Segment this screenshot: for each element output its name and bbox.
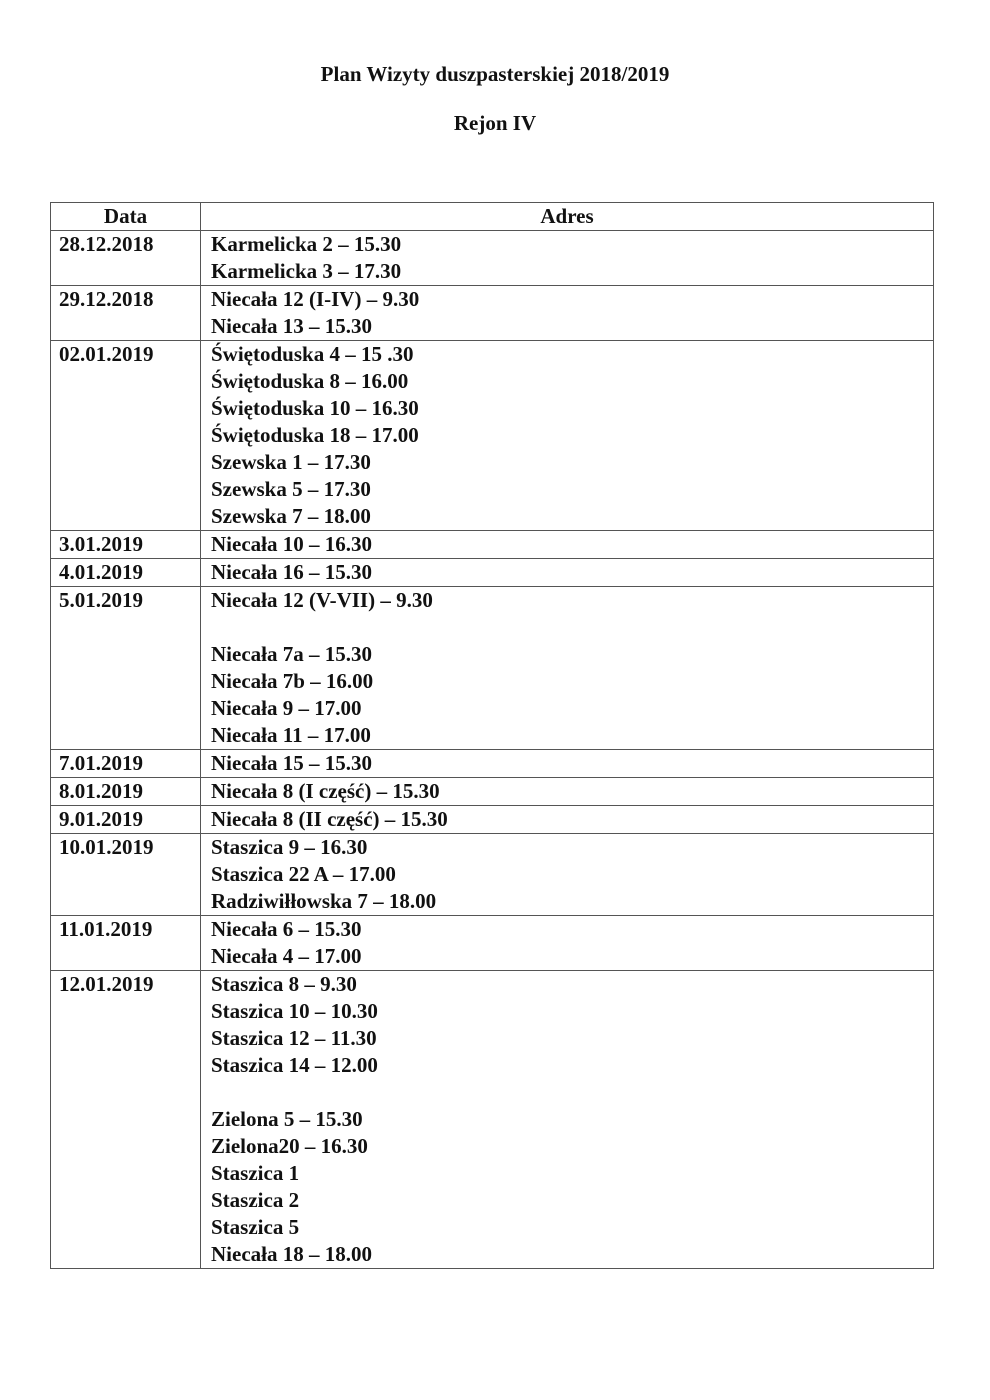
visit-addresses: [201, 971, 934, 1269]
address-line: Karmelicka 3 – 17.30: [211, 259, 402, 283]
address-line: Staszica 12 – 11.30: [211, 1026, 377, 1050]
address-line: Niecała 6 – 15.30: [211, 917, 362, 941]
address-line: Zielona 5 – 15.30: [211, 1107, 363, 1131]
address-line: [211, 614, 933, 641]
visit-addresses: [201, 231, 934, 286]
visit-date: 7.01.2019: [51, 750, 201, 778]
address-line: Niecała 8 (II część) – 15.30: [211, 807, 448, 831]
visit-addresses: [201, 778, 934, 806]
table-header: [51, 203, 934, 231]
schedule-table: [50, 202, 934, 1269]
visit-date: 9.01.2019: [51, 806, 201, 834]
address-line: Staszica 10 – 10.30: [211, 999, 378, 1023]
address-line: Staszica 9 – 16.30: [211, 835, 368, 859]
table-row: [51, 286, 934, 341]
address-line: Niecała 12 (V-VII) – 9.30: [211, 588, 433, 612]
table-row: [51, 834, 934, 916]
address-line: Szewska 5 – 17.30: [211, 477, 371, 501]
visit-date: 8.01.2019: [51, 778, 201, 806]
table-row: [51, 916, 934, 971]
visit-date: 12.01.2019: [51, 971, 201, 1269]
address-line: Staszica 8 – 9.30: [211, 972, 357, 996]
address-line: Staszica 1: [211, 1161, 300, 1185]
visit-date: 3.01.2019: [51, 531, 201, 559]
address-line: [211, 1079, 933, 1106]
address-line: Staszica 22 A – 17.00: [211, 862, 396, 886]
address-line: Niecała 9 – 17.00: [211, 696, 362, 720]
table-row: [51, 971, 934, 1269]
address-line: Niecała 7b – 16.00: [211, 669, 374, 693]
address-line: Świętoduska 8 – 16.00: [211, 369, 409, 393]
table-row: [51, 559, 934, 587]
table-row: [51, 531, 934, 559]
visit-date: 28.12.2018: [51, 231, 201, 286]
address-line: Szewska 1 – 17.30: [211, 450, 371, 474]
address-line: Niecała 7a – 15.30: [211, 642, 372, 666]
address-line: Karmelicka 2 – 15.30: [211, 232, 402, 256]
document-subtitle: Rejon IV: [453, 111, 537, 135]
visit-addresses: [201, 806, 934, 834]
table-row: [51, 341, 934, 531]
address-line: Niecała 11 – 17.00: [211, 723, 371, 747]
visit-addresses: [201, 916, 934, 971]
visit-date: 11.01.2019: [51, 916, 201, 971]
visit-addresses: [201, 286, 934, 341]
document-title: Plan Wizyty duszpasterskiej 2018/2019: [320, 62, 670, 86]
header-row: [51, 203, 934, 231]
visit-addresses: [201, 559, 934, 587]
address-line: Świętoduska 10 – 16.30: [211, 396, 419, 420]
visit-addresses: [201, 750, 934, 778]
visit-date: 5.01.2019: [51, 587, 201, 750]
address-line: Niecała 18 – 18.00: [211, 1242, 372, 1266]
visit-date: 02.01.2019: [51, 341, 201, 531]
visit-addresses: [201, 834, 934, 916]
table-row: [51, 750, 934, 778]
table-body: [51, 231, 934, 1269]
address-line: Niecała 13 – 15.30: [211, 314, 372, 338]
visit-addresses: [201, 531, 934, 559]
address-line: Niecała 8 (I część) – 15.30: [211, 779, 440, 803]
visit-date: 10.01.2019: [51, 834, 201, 916]
address-line: Staszica 5: [211, 1215, 300, 1239]
address-line: Radziwiłłowska 7 – 18.00: [211, 889, 437, 913]
address-line: Zielona20 – 16.30: [211, 1134, 368, 1158]
header-date: Data: [51, 203, 201, 231]
address-line: Staszica 2: [211, 1188, 300, 1212]
visit-addresses: [201, 587, 934, 750]
table-row: [51, 806, 934, 834]
address-line: Szewska 7 – 18.00: [211, 504, 371, 528]
address-line: Świętoduska 4 – 15 .30: [211, 342, 414, 366]
address-line: Niecała 10 – 16.30: [211, 532, 372, 556]
address-line: Świętoduska 18 – 17.00: [211, 423, 419, 447]
address-line: Niecała 12 (I-IV) – 9.30: [211, 287, 420, 311]
address-line: Staszica 14 – 12.00: [211, 1053, 378, 1077]
address-line: Niecała 16 – 15.30: [211, 560, 372, 584]
visit-date: 4.01.2019: [51, 559, 201, 587]
address-line: Niecała 4 – 17.00: [211, 944, 362, 968]
address-line: Niecała 15 – 15.30: [211, 751, 372, 775]
table-row: [51, 778, 934, 806]
table-row: [51, 587, 934, 750]
table-row: [51, 231, 934, 286]
visit-addresses: [201, 341, 934, 531]
visit-date: 29.12.2018: [51, 286, 201, 341]
header-address: Adres: [201, 203, 934, 231]
